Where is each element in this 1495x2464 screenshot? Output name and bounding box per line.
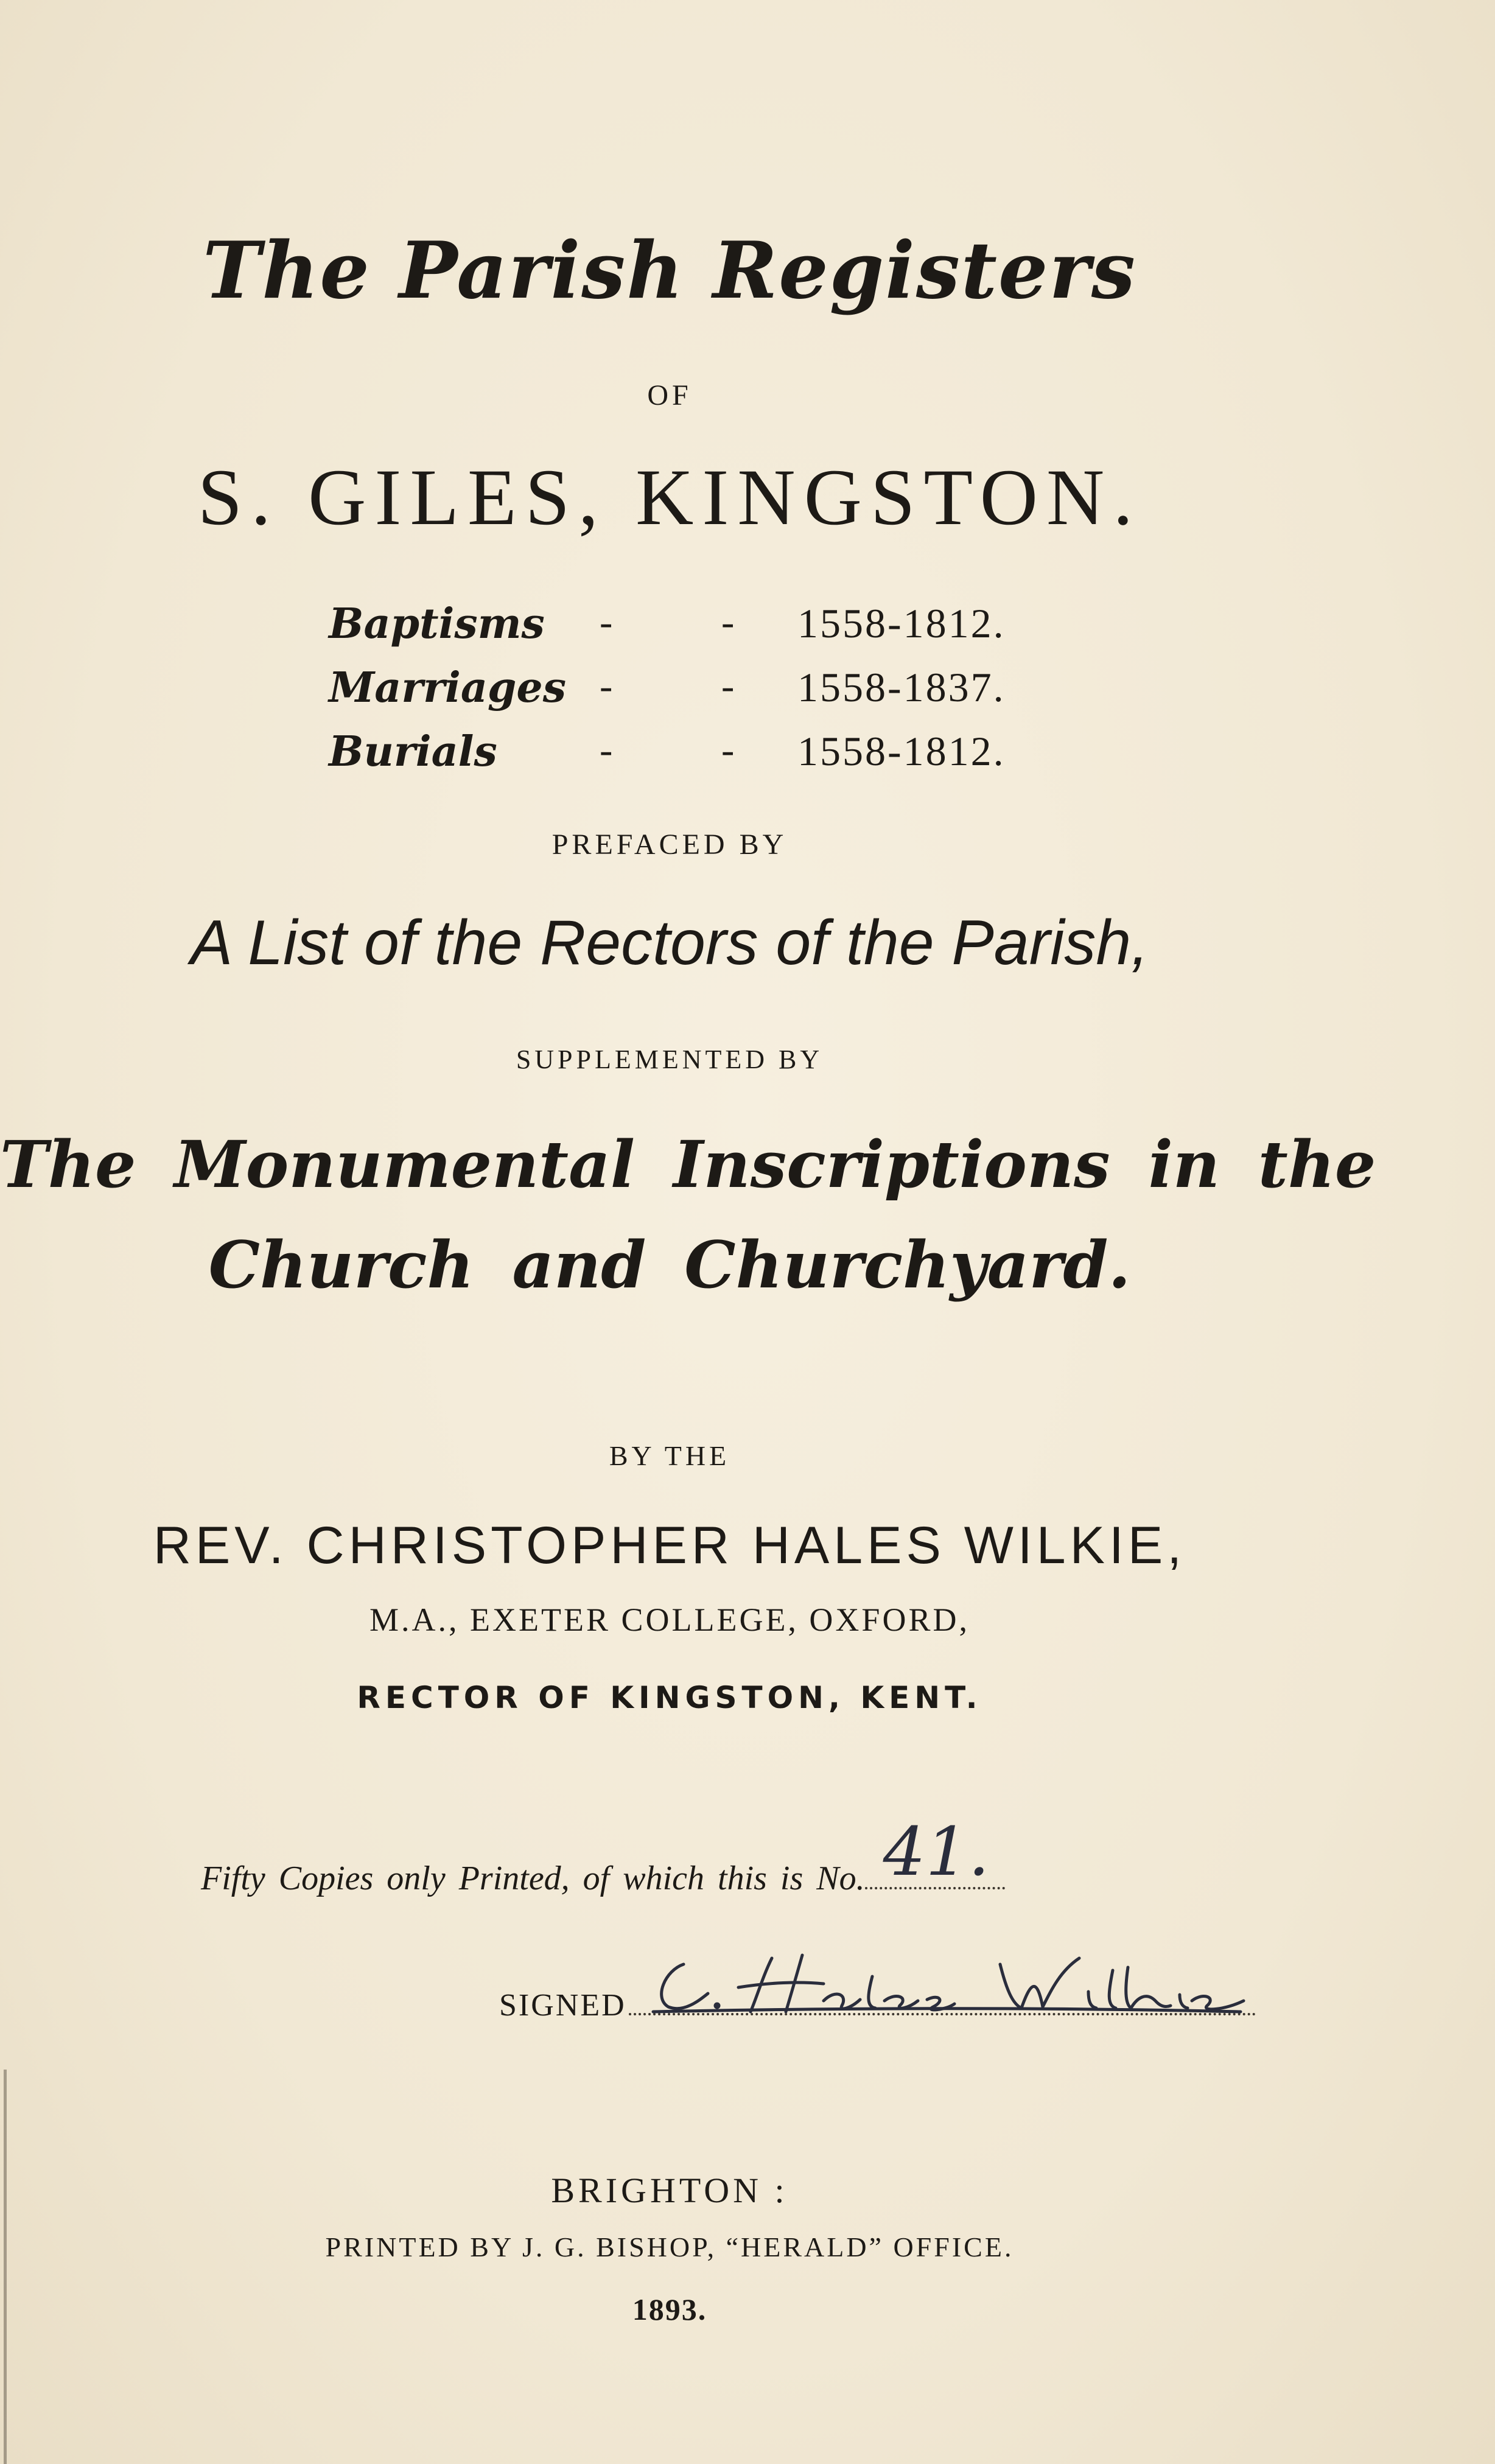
register-dash: -: [600, 600, 613, 643]
register-label: Burials: [329, 727, 497, 776]
copies-notice: [201, 1813, 1005, 1898]
supplemented-by: SUPPLEMENTED BY: [516, 1045, 824, 1074]
signature-line: [499, 1987, 1256, 2023]
by-the: BY THE: [609, 1440, 730, 1471]
register-row-marriages: [329, 663, 1059, 724]
register-dash: -: [600, 728, 613, 771]
copy-number-blank: [865, 1813, 1005, 1891]
author-name: REV. CHRISTOPHER HALES WILKIE,: [153, 1516, 1186, 1575]
prefaced-by: PREFACED BY: [551, 828, 788, 861]
register-row-baptisms: [329, 600, 1059, 660]
publication-year: 1893.: [632, 2292, 707, 2326]
copies-text: Fifty Copies only Printed, of which this is No.: [201, 1860, 865, 1897]
register-label: Baptisms: [329, 600, 545, 648]
of-connector: OF: [647, 379, 692, 411]
register-label: Marriages: [329, 663, 566, 712]
page-edge-shadow: [4, 2070, 7, 2464]
register-row-burials: [329, 727, 1059, 788]
book-title: The Parish Registers: [203, 225, 1136, 317]
register-dash: -: [721, 728, 735, 771]
author-office: RECTOR OF KINGSTON, KENT.: [357, 1680, 982, 1715]
parish-name: S. GILES, KINGSTON.: [197, 452, 1142, 542]
handwritten-copy-number: 41.: [883, 1813, 990, 1891]
author-degree: M.A., EXETER COLLEGE, OXFORD,: [369, 1601, 970, 1638]
register-dash: -: [721, 664, 735, 707]
handwritten-signature: [641, 1940, 1250, 2025]
register-years: 1558-1812.: [797, 728, 1006, 774]
inscriptions-line-1: The Monumental Inscriptions in the: [0, 1126, 1376, 1202]
inscriptions-line-2: Church and Churchyard.: [208, 1227, 1131, 1303]
rectors-list-heading: A List of the Rectors of the Parish,: [190, 908, 1149, 978]
register-years: 1558-1837.: [797, 664, 1006, 710]
publication-place: BRIGHTON :: [551, 2171, 788, 2210]
register-dash: -: [600, 664, 613, 707]
register-dash: -: [721, 600, 735, 643]
register-years: 1558-1812.: [797, 600, 1006, 646]
signature-blank: [629, 1989, 1256, 2015]
printer-line: PRINTED BY J. G. BISHOP, “HERALD” OFFICE.: [325, 2231, 1014, 2263]
signed-label: SIGNED: [499, 1988, 626, 2023]
